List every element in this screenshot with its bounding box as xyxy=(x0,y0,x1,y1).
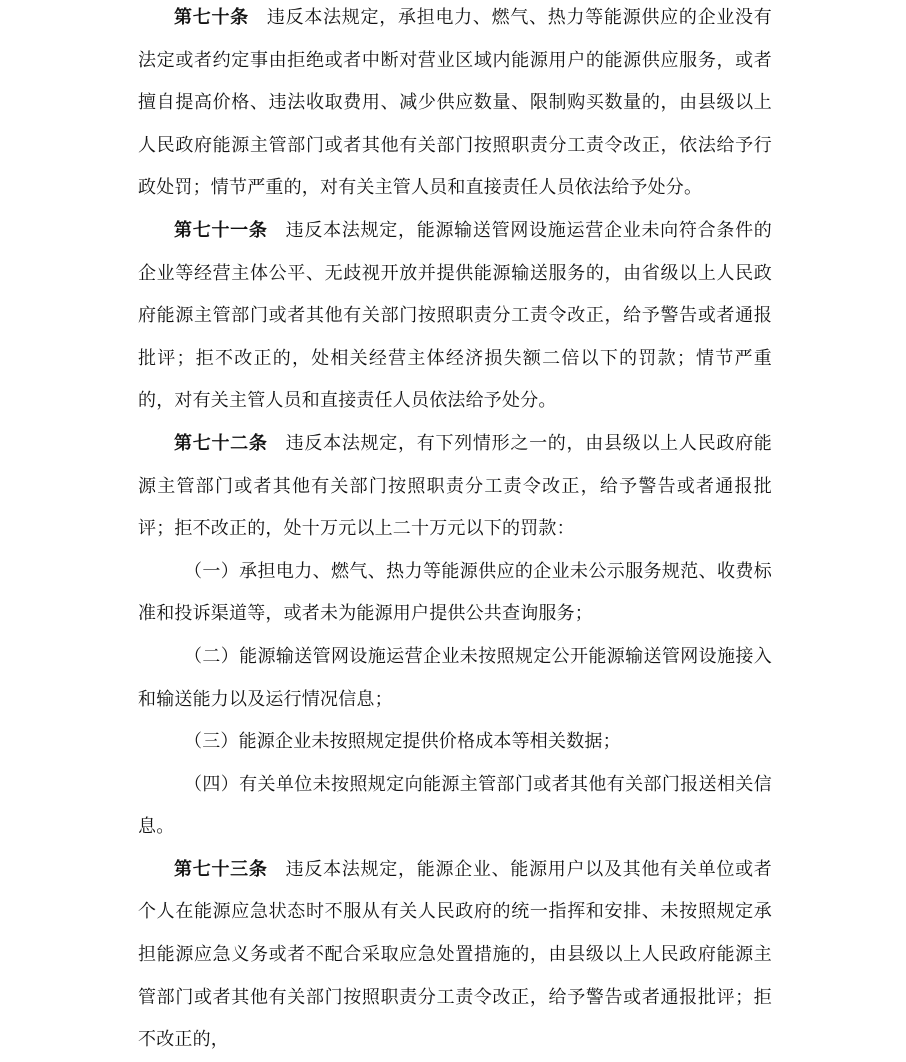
list-item: （四）有关单位未按照规定向能源主管部门或者其他有关部门报送相关信息。 xyxy=(138,773,772,838)
article-72 xyxy=(138,423,772,551)
list-item: （二）能源输送管网设施运营企业未按照规定公开能源输送管网设施接入和输送能力以及运行情况信息； xyxy=(138,645,772,710)
list-item: （一）承担电力、燃气、热力等能源供应的企业未公示服务规范、收费标准和投诉渠道等，或者未为能源用户提供公共查询服务； xyxy=(138,560,772,625)
article-title: 第七十一条 xyxy=(174,219,268,241)
article-71 xyxy=(138,210,772,423)
article-title: 第七十三条 xyxy=(174,858,268,880)
list-item: （三）能源企业未按照规定提供价格成本等相关数据； xyxy=(184,731,621,753)
article-title: 第七十条 xyxy=(174,7,249,28)
article-body: 违反本法规定，有下列情形之一的，由县级以上人民政府能源主管部门或者其他有关部门按照职责分工责令改正，给予警告或者通报批评；拒不改正的，处十万元以上二十万元以下的罚款： xyxy=(138,432,773,540)
article-73 xyxy=(138,849,772,1062)
article-body: 违反本法规定，能源输送管网设施运营企业未向符合条件的企业等经营主体公平、无歧视开放并提供能源输送服务的，由省级以上人民政府能源主管部门或者其他有关部门按照职责分工责令改正，给予警告或者通报批评；拒不改正的，处相关经营主体经济损失额二倍以下的罚款；情节严重的，对有关主管人员和直接责任人员依法给予处分。 xyxy=(138,219,773,412)
article-body: 违反本法规定，承担电力、燃气、热力等能源供应的企业没有法定或者约定事由拒绝或者中断对营业区域内能源用户的能源供应服务，或者擅自提高价格、违法收取费用、减少供应数量、限制购买数量的，由县级以上人民政府能源主管部门或者其他有关部门按照职责分工责令改正，依法给予行政处罚；情节严重的，对有关主管人员和直接责任人员依法给予处分。 xyxy=(138,7,772,199)
article-body: 违反本法规定，能源企业、能源用户以及其他有关单位或者个人在能源应急状态时不服从有关人民政府的统一指挥和安排、未按照规定承担能源应急义务或者不配合采取应急处置措施的，由县级以上人民政府能源主管部门或者其他有关部门按照职责分工责令改正，给予警告或者通报批评；拒不改正的， xyxy=(138,858,773,1051)
article-title: 第七十二条 xyxy=(174,432,268,454)
article-70 xyxy=(138,0,772,210)
document-page xyxy=(138,0,772,1062)
